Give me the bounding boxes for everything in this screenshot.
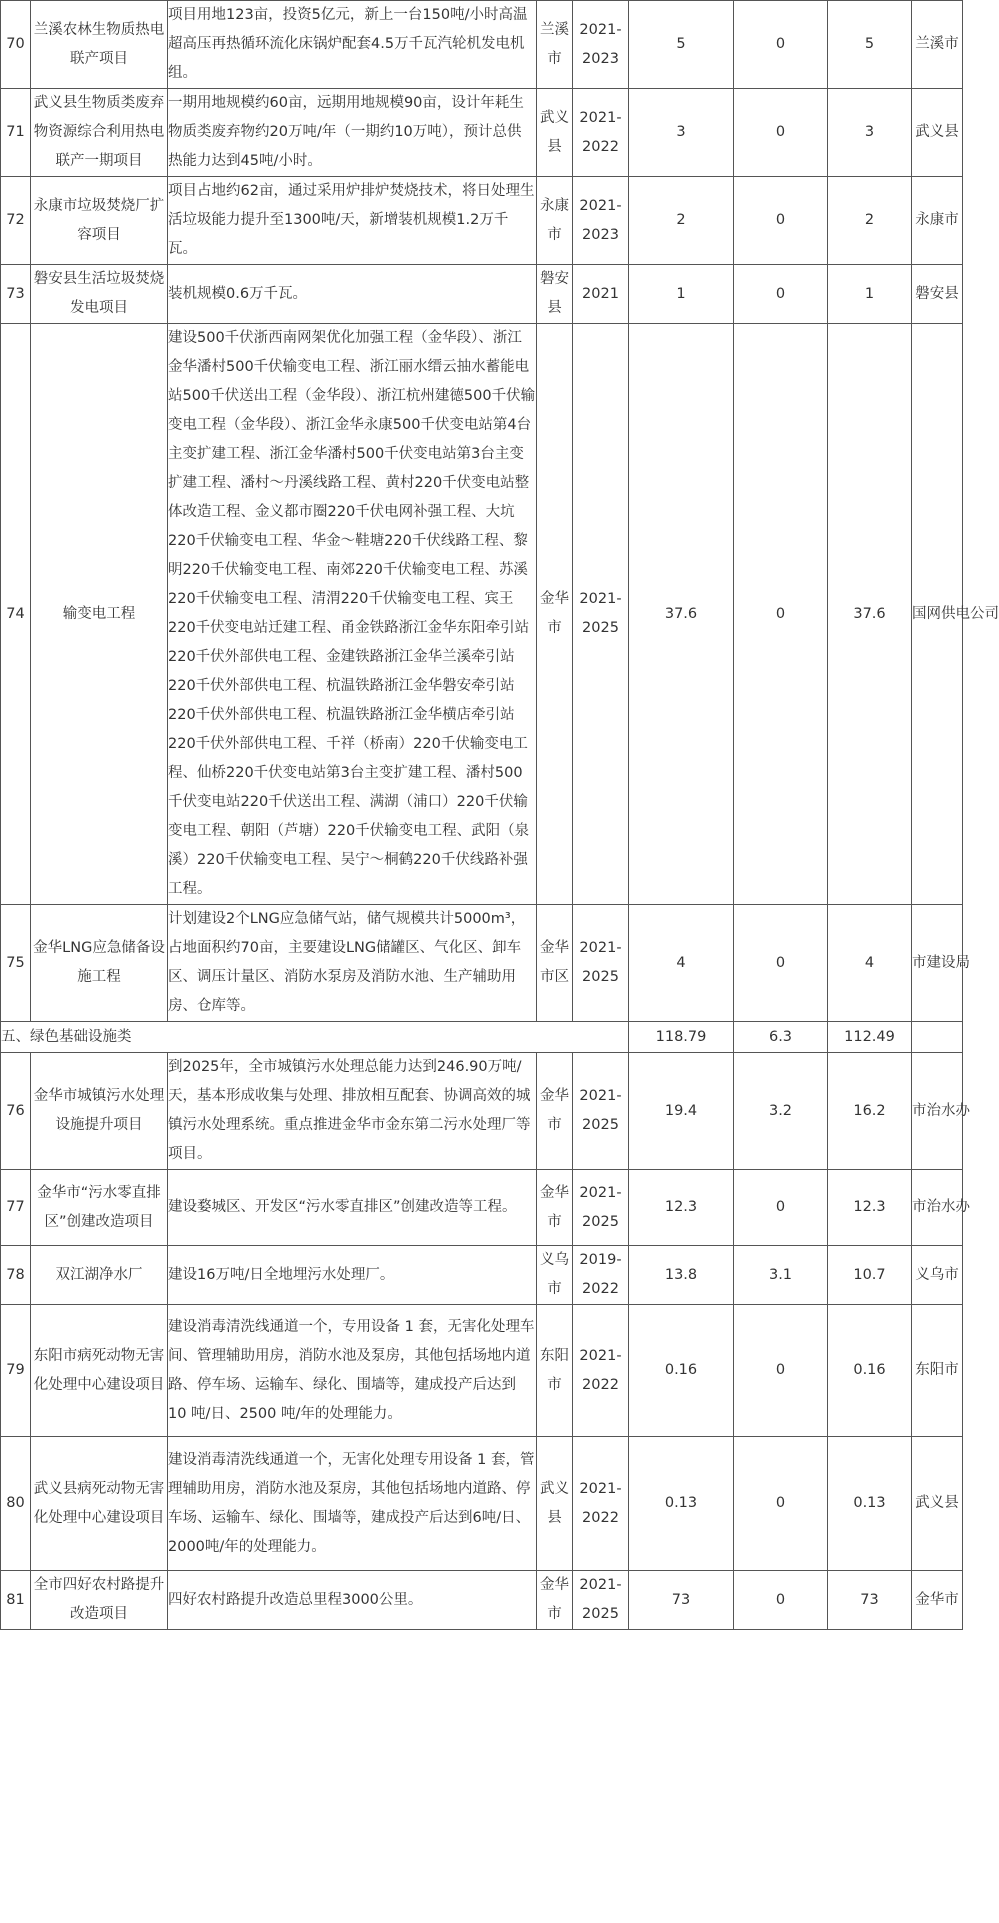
row-number-cell: 71 xyxy=(1,89,31,177)
total-investment-cell: 118.79 xyxy=(629,1022,734,1053)
table-row xyxy=(1,1246,963,1305)
row-number-cell: 74 xyxy=(1,324,31,905)
row-number-cell: 78 xyxy=(1,1246,31,1305)
project-description-cell: 建设消毒清洗线通道一个，专用设备 1 套，无害化处理车间、管理辅助用房，消防水池及泵房，其他包括场地内道路、停车场、运输车、绿化、围墙等，建成投产后达到 10 吨/日、2500 吨/年的处理能力。 xyxy=(168,1305,537,1437)
planned-investment-cell: 3 xyxy=(828,89,912,177)
total-investment-cell: 19.4 xyxy=(629,1053,734,1170)
section-row xyxy=(1,1022,963,1053)
location-cell: 磐安县 xyxy=(537,265,573,324)
row-number-cell: 76 xyxy=(1,1053,31,1170)
responsible-unit-cell: 东阳市 xyxy=(912,1305,963,1437)
completed-investment-cell: 0 xyxy=(734,1437,828,1571)
completed-investment-cell: 0 xyxy=(734,89,828,177)
total-investment-cell: 37.6 xyxy=(629,324,734,905)
years-cell: 2021-2022 xyxy=(573,89,629,177)
project-name-cell: 输变电工程 xyxy=(31,324,168,905)
completed-investment-cell: 3.1 xyxy=(734,1246,828,1305)
responsible-unit-cell: 市治水办 xyxy=(912,1053,963,1170)
planned-investment-cell: 0.16 xyxy=(828,1305,912,1437)
completed-investment-cell: 6.3 xyxy=(734,1022,828,1053)
location-cell: 兰溪市 xyxy=(537,1,573,89)
project-name-cell: 金华LNG应急储备设施工程 xyxy=(31,905,168,1022)
total-investment-cell: 0.16 xyxy=(629,1305,734,1437)
responsible-unit-cell: 永康市 xyxy=(912,177,963,265)
completed-investment-cell: 3.2 xyxy=(734,1053,828,1170)
planned-investment-cell: 16.2 xyxy=(828,1053,912,1170)
responsible-unit-cell: 市建设局 xyxy=(912,905,963,1022)
project-name-cell: 东阳市病死动物无害化处理中心建设项目 xyxy=(31,1305,168,1437)
empty-cell xyxy=(912,1022,963,1053)
years-cell: 2021-2025 xyxy=(573,1571,629,1630)
responsible-unit-cell: 武义县 xyxy=(912,1437,963,1571)
completed-investment-cell: 0 xyxy=(734,1571,828,1630)
planned-investment-cell: 1 xyxy=(828,265,912,324)
planned-investment-cell: 5 xyxy=(828,1,912,89)
project-description-cell: 建设500千伏浙西南网架优化加强工程（金华段）、浙江金华潘村500千伏输变电工程、浙江丽水缙云抽水蓄能电站500千伏送出工程（金华段）、浙江杭州建德500千伏输变电工程（金华段）、浙江金华永康500千伏变电站第4台主变扩建工程、浙江金华潘村500千伏变电站第3台主变扩建工程、潘村～丹溪线路工程、黄村220千伏变电站整体改造工程、金义都市圈220千伏电网补强工程、大坑220千伏输变电工程、华金～鞋塘220千伏线路工程、黎明220千伏输变电工程、南郊220千伏输变电工程、苏溪220千伏输变电工程、清渭220千伏输变电工程、宾王220千伏变电站迁建工程、甬金铁路浙江金华东阳牵引站220千伏外部供电工程、金建铁路浙江金华兰溪牵引站220千伏外部供电工程、杭温铁路浙江金华磐安牵引站220千伏外部供电工程、杭温铁路浙江金华横店牵引站220千伏外部供电工程、千祥（桥南）220千伏输变电工程、仙桥220千伏变电站第3台主变扩建工程、潘村500千伏变电站220千伏送出工程、满湖（浦口）220千伏输变电工程、朝阳（芦塘）220千伏输变电工程、武阳（泉溪）220千伏输变电工程、吴宁～桐鹤220千伏线路补强工程。 xyxy=(168,324,537,905)
responsible-unit-cell: 国网供电公司 xyxy=(912,324,963,905)
project-description-cell: 四好农村路提升改造总里程3000公里。 xyxy=(168,1571,537,1630)
row-number-cell: 70 xyxy=(1,1,31,89)
row-number-cell: 75 xyxy=(1,905,31,1022)
years-cell: 2021-2022 xyxy=(573,1437,629,1571)
years-cell: 2021-2023 xyxy=(573,177,629,265)
table-row xyxy=(1,1053,963,1170)
responsible-unit-cell: 兰溪市 xyxy=(912,1,963,89)
project-description-cell: 项目占地约62亩，通过采用炉排炉焚烧技术，将日处理生活垃圾能力提升至1300吨/天，新增装机规模1.2万千瓦。 xyxy=(168,177,537,265)
project-description-cell: 项目用地123亩，投资5亿元，新上一台150吨/小时高温超高压再热循环流化床锅炉配套4.5万千瓦汽轮机发电机组。 xyxy=(168,1,537,89)
total-investment-cell: 2 xyxy=(629,177,734,265)
years-cell: 2021 xyxy=(573,265,629,324)
years-cell: 2021-2025 xyxy=(573,1170,629,1246)
completed-investment-cell: 0 xyxy=(734,905,828,1022)
section-label: 五、绿色基础设施类 xyxy=(1,1022,629,1053)
planned-investment-cell: 73 xyxy=(828,1571,912,1630)
project-name-cell: 永康市垃圾焚烧厂扩容项目 xyxy=(31,177,168,265)
total-investment-cell: 12.3 xyxy=(629,1170,734,1246)
table-row xyxy=(1,1305,963,1437)
row-number-cell: 80 xyxy=(1,1437,31,1571)
planned-investment-cell: 112.49 xyxy=(828,1022,912,1053)
table-row xyxy=(1,177,963,265)
project-description-cell: 建设16万吨/日全地埋污水处理厂。 xyxy=(168,1246,537,1305)
table-row xyxy=(1,1,963,89)
project-name-cell: 金华市城镇污水处理设施提升项目 xyxy=(31,1053,168,1170)
planned-investment-cell: 37.6 xyxy=(828,324,912,905)
responsible-unit-cell: 磐安县 xyxy=(912,265,963,324)
planned-investment-cell: 0.13 xyxy=(828,1437,912,1571)
project-name-cell: 武义县病死动物无害化处理中心建设项目 xyxy=(31,1437,168,1571)
project-name-cell: 磐安县生活垃圾焚烧发电项目 xyxy=(31,265,168,324)
project-description-cell: 到2025年，全市城镇污水处理总能力达到246.90万吨/天，基本形成收集与处理、排放相互配套、协调高效的城镇污水处理系统。重点推进金华市金东第二污水处理厂等项目。 xyxy=(168,1053,537,1170)
project-name-cell: 兰溪农林生物质热电联产项目 xyxy=(31,1,168,89)
planned-investment-cell: 10.7 xyxy=(828,1246,912,1305)
table-row xyxy=(1,324,963,905)
total-investment-cell: 13.8 xyxy=(629,1246,734,1305)
table-row xyxy=(1,89,963,177)
row-number-cell: 77 xyxy=(1,1170,31,1246)
years-cell: 2019-2022 xyxy=(573,1246,629,1305)
row-number-cell: 72 xyxy=(1,177,31,265)
table-row xyxy=(1,1571,963,1630)
row-number-cell: 79 xyxy=(1,1305,31,1437)
table-body xyxy=(1,1,999,1630)
project-description-cell: 建设消毒清洗线通道一个，无害化处理专用设备 1 套，管理辅助用房，消防水池及泵房，其他包括场地内道路、停车场、运输车、绿化、围墙等，建成投产后达到6吨/日、2000吨/年的处理能力。 xyxy=(168,1437,537,1571)
years-cell: 2021-2025 xyxy=(573,1053,629,1170)
years-cell: 2021-2025 xyxy=(573,324,629,905)
location-cell: 金华市 xyxy=(537,1170,573,1246)
completed-investment-cell: 0 xyxy=(734,177,828,265)
total-investment-cell: 4 xyxy=(629,905,734,1022)
years-cell: 2021-2025 xyxy=(573,905,629,1022)
years-cell: 2021-2023 xyxy=(573,1,629,89)
location-cell: 武义县 xyxy=(537,1437,573,1571)
location-cell: 东阳市 xyxy=(537,1305,573,1437)
total-investment-cell: 0.13 xyxy=(629,1437,734,1571)
completed-investment-cell: 0 xyxy=(734,1,828,89)
project-description-cell: 一期用地规模约60亩，远期用地规模90亩，设计年耗生物质类废弃物约20万吨/年（一期约10万吨），预计总供热能力达到45吨/小时。 xyxy=(168,89,537,177)
table-row xyxy=(1,265,963,324)
total-investment-cell: 73 xyxy=(629,1571,734,1630)
responsible-unit-cell: 市治水办 xyxy=(912,1170,963,1246)
planned-investment-cell: 4 xyxy=(828,905,912,1022)
table-row xyxy=(1,1170,963,1246)
location-cell: 永康市 xyxy=(537,177,573,265)
project-description-cell: 计划建设2个LNG应急储气站，储气规模共计5000m³，占地面积约70亩，主要建设LNG储罐区、气化区、卸车区、调压计量区、消防水泵房及消防水池、生产辅助用房、仓库等。 xyxy=(168,905,537,1022)
responsible-unit-cell: 金华市 xyxy=(912,1571,963,1630)
total-investment-cell: 3 xyxy=(629,89,734,177)
location-cell: 金华市区 xyxy=(537,905,573,1022)
location-cell: 金华市 xyxy=(537,324,573,905)
row-number-cell: 73 xyxy=(1,265,31,324)
completed-investment-cell: 0 xyxy=(734,1305,828,1437)
location-cell: 金华市 xyxy=(537,1053,573,1170)
project-name-cell: 金华市“污水零直排区”创建改造项目 xyxy=(31,1170,168,1246)
completed-investment-cell: 0 xyxy=(734,265,828,324)
table-row xyxy=(1,905,963,1022)
location-cell: 武义县 xyxy=(537,89,573,177)
completed-investment-cell: 0 xyxy=(734,324,828,905)
total-investment-cell: 5 xyxy=(629,1,734,89)
responsible-unit-cell: 武义县 xyxy=(912,89,963,177)
completed-investment-cell: 0 xyxy=(734,1170,828,1246)
project-description-cell: 建设婺城区、开发区“污水零直排区”创建改造等工程。 xyxy=(168,1170,537,1246)
responsible-unit-cell: 义乌市 xyxy=(912,1246,963,1305)
project-name-cell: 武义县生物质类废弃物资源综合利用热电联产一期项目 xyxy=(31,89,168,177)
row-number-cell: 81 xyxy=(1,1571,31,1630)
total-investment-cell: 1 xyxy=(629,265,734,324)
table-row xyxy=(1,1437,963,1571)
planned-investment-cell: 12.3 xyxy=(828,1170,912,1246)
project-name-cell: 全市四好农村路提升改造项目 xyxy=(31,1571,168,1630)
location-cell: 义乌市 xyxy=(537,1246,573,1305)
planned-investment-cell: 2 xyxy=(828,177,912,265)
years-cell: 2021-2022 xyxy=(573,1305,629,1437)
project-description-cell: 装机规模0.6万千瓦。 xyxy=(168,265,537,324)
location-cell: 金华市 xyxy=(537,1571,573,1630)
project-name-cell: 双江湖净水厂 xyxy=(31,1246,168,1305)
